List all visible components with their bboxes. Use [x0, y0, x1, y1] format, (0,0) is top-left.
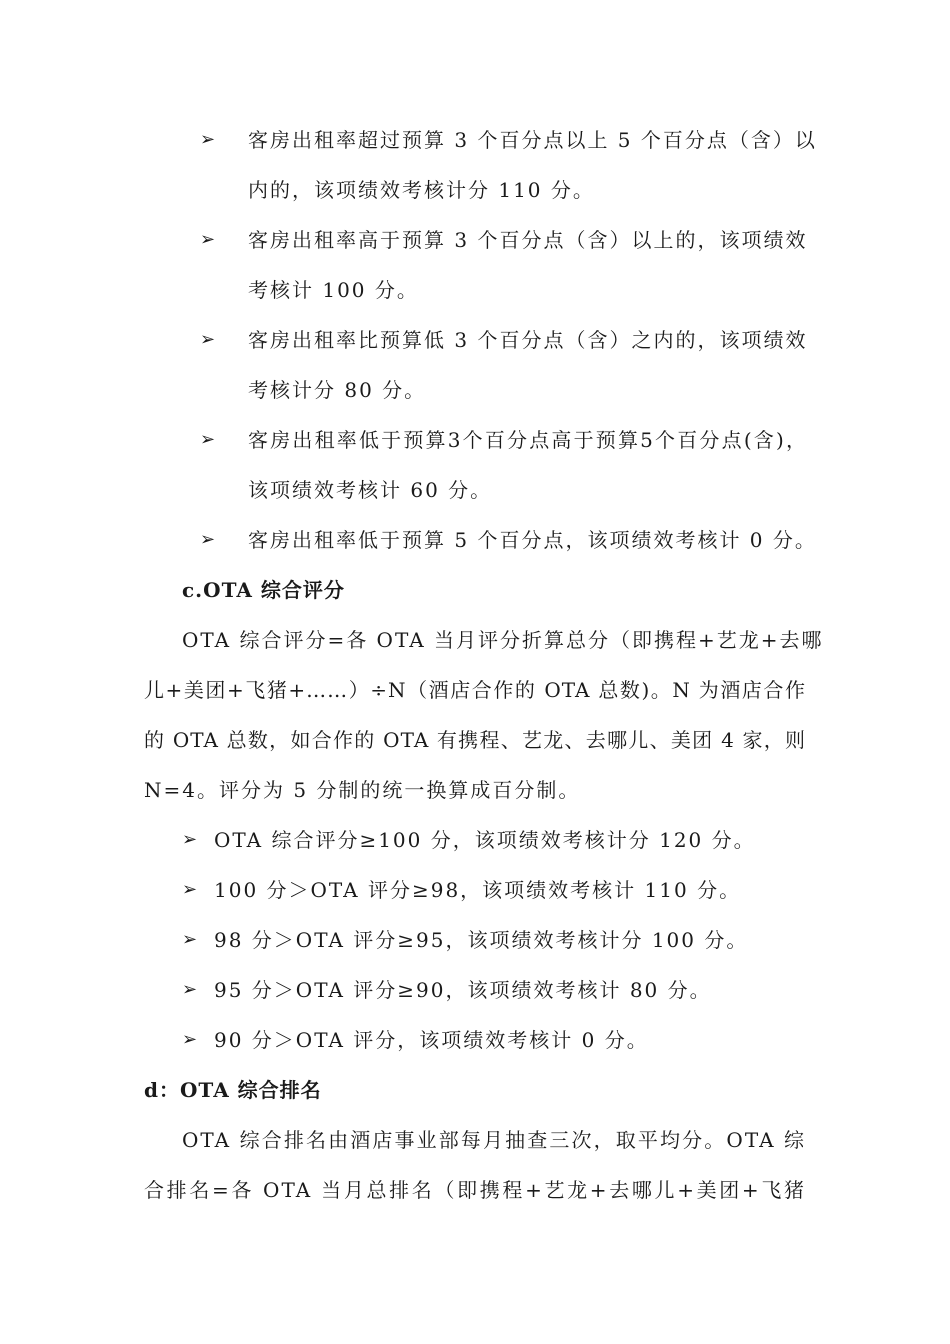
bullet-arrow-icon: ➢ [182, 879, 198, 900]
bullet-arrow-icon: ➢ [182, 929, 198, 950]
bullet-text-continuation: 考核计 100 分。 [248, 278, 419, 302]
bullet-text-continuation: 该项绩效考核计 60 分。 [248, 478, 493, 502]
bullet-text: 客房出租率高于预算 3 个百分点（含）以上的，该项绩效 [248, 228, 808, 252]
paragraph-line: N=4。评分为 5 分制的统一换算成百分制。 [144, 778, 581, 802]
bullet-arrow-icon: ➢ [200, 529, 216, 550]
bullet-arrow-icon: ➢ [200, 229, 216, 250]
bullet-text: 98 分＞OTA 评分≥95，该项绩效考核计分 100 分。 [214, 928, 749, 952]
section-c-heading: c.OTA 综合评分 [182, 578, 345, 602]
bullet-text-continuation: 考核计分 80 分。 [248, 378, 427, 402]
section-d-heading: d：OTA 综合排名 [144, 1078, 322, 1102]
bullet-arrow-icon: ➢ [200, 329, 216, 350]
bullet-text-continuation: 内的，该项绩效考核计分 110 分。 [248, 178, 595, 202]
bullet-arrow-icon: ➢ [182, 979, 198, 1000]
paragraph-line: 儿+美团+飞猪+……）÷N（酒店合作的 OTA 总数)。N 为酒店合作 [144, 678, 806, 702]
bullet-arrow-icon: ➢ [182, 829, 198, 850]
bullet-text: 客房出租率低于预算3个百分点高于预算5个百分点(含)， [248, 428, 806, 452]
bullet-text: 90 分＞OTA 评分，该项绩效考核计 0 分。 [214, 1028, 649, 1052]
paragraph-line: 合排名=各 OTA 当月总排名（即携程+艺龙+去哪儿+美团+飞猪 [144, 1178, 806, 1202]
paragraph-line: OTA 综合评分=各 OTA 当月评分折算总分（即携程+艺龙+去哪 [182, 628, 824, 652]
bullet-text: 客房出租率低于预算 5 个百分点，该项绩效考核计 0 分。 [248, 528, 817, 552]
bullet-arrow-icon: ➢ [182, 1029, 198, 1050]
paragraph-line: 的 OTA 总数，如合作的 OTA 有携程、艺龙、去哪儿、美团 4 家，则 [144, 728, 806, 752]
paragraph-line: OTA 综合排名由酒店事业部每月抽查三次，取平均分。OTA 综 [182, 1128, 806, 1152]
bullet-text: 客房出租率比预算低 3 个百分点（含）之内的，该项绩效 [248, 328, 808, 352]
bullet-text: 客房出租率超过预算 3 个百分点以上 5 个百分点（含）以 [248, 128, 817, 152]
bullet-text: 95 分＞OTA 评分≥90，该项绩效考核计 80 分。 [214, 978, 712, 1002]
bullet-text: 100 分＞OTA 评分≥98，该项绩效考核计 110 分。 [214, 878, 742, 902]
bullet-text: OTA 综合评分≥100 分，该项绩效考核计分 120 分。 [214, 828, 756, 852]
bullet-arrow-icon: ➢ [200, 429, 216, 450]
bullet-arrow-icon: ➢ [200, 129, 216, 150]
